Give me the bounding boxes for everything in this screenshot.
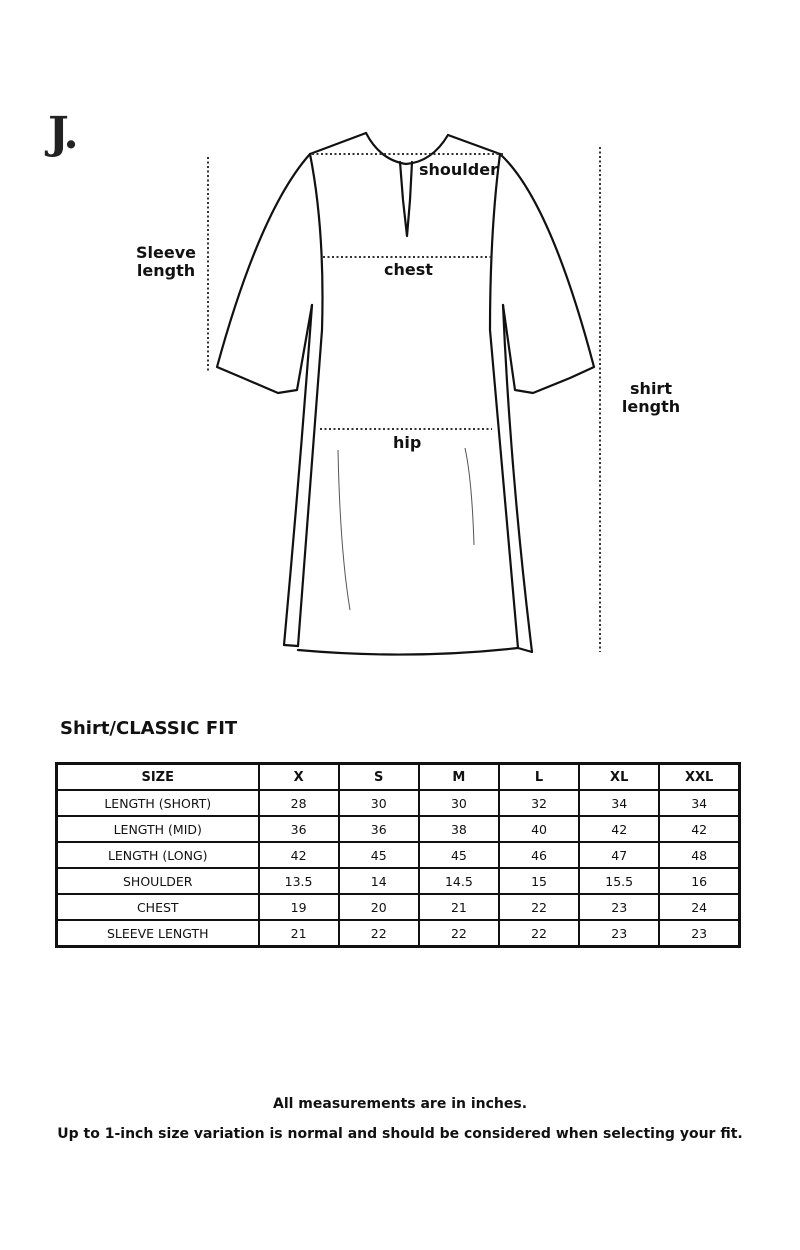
table-cell: 14 [339, 868, 419, 894]
table-cell: 13.5 [259, 868, 339, 894]
table-cell: 28 [259, 790, 339, 816]
table-cell: 42 [579, 816, 659, 842]
row-label: LENGTH (SHORT) [57, 790, 259, 816]
header-xl: XL [579, 764, 659, 791]
table-cell: 48 [659, 842, 739, 868]
table-cell: 34 [579, 790, 659, 816]
table-cell: 21 [259, 920, 339, 947]
table-cell: 22 [419, 920, 499, 947]
variation-note: Up to 1-inch size variation is normal and should be considered when selecting your fit. [57, 1126, 743, 1142]
row-label: SLEEVE LENGTH [57, 920, 259, 947]
table-cell: 21 [419, 894, 499, 920]
size-chart-title: Shirt/CLASSIC FIT [60, 718, 238, 739]
table-cell: 30 [419, 790, 499, 816]
shirt-length-label-line1: shirt [630, 379, 672, 398]
shoulder-label: shoulder [419, 160, 498, 179]
table-cell: 23 [579, 920, 659, 947]
table-header-row [57, 764, 740, 791]
table-cell: 22 [499, 894, 579, 920]
table-cell: 30 [339, 790, 419, 816]
table-cell: 38 [419, 816, 499, 842]
table-cell: 20 [339, 894, 419, 920]
table-cell: 23 [579, 894, 659, 920]
header-s: S [339, 764, 419, 791]
row-label: SHOULDER [57, 868, 259, 894]
header-x: X [259, 764, 339, 791]
sleeve-length-label-line2: length [136, 261, 196, 280]
units-note: All measurements are in inches. [272, 1096, 528, 1112]
chest-label: chest [384, 260, 433, 279]
table-cell: 15 [499, 868, 579, 894]
row-label: LENGTH (MID) [57, 816, 259, 842]
sleeve-length-label-line1: Sleeve [136, 243, 196, 262]
table-cell: 42 [259, 842, 339, 868]
table-row [57, 920, 740, 947]
table-row [57, 868, 740, 894]
table-cell: 36 [259, 816, 339, 842]
table-cell: 47 [579, 842, 659, 868]
table-cell: 22 [339, 920, 419, 947]
shirt-length-label-line2: length [621, 397, 681, 416]
table-cell: 24 [659, 894, 739, 920]
sleeve-length-label [134, 244, 198, 280]
table-cell: 23 [659, 920, 739, 947]
row-label: CHEST [57, 894, 259, 920]
table-cell: 15.5 [579, 868, 659, 894]
size-chart-table [55, 762, 741, 948]
table-row [57, 894, 740, 920]
header-l: L [499, 764, 579, 791]
table-cell: 19 [259, 894, 339, 920]
hip-label: hip [393, 433, 422, 452]
header-m: M [419, 764, 499, 791]
table-cell: 45 [419, 842, 499, 868]
table-cell: 36 [339, 816, 419, 842]
table-row [57, 842, 740, 868]
table-cell: 46 [499, 842, 579, 868]
table-cell: 14.5 [419, 868, 499, 894]
table-cell: 32 [499, 790, 579, 816]
table-cell: 34 [659, 790, 739, 816]
table-cell: 16 [659, 868, 739, 894]
shirt-length-label [619, 380, 683, 416]
table-cell: 22 [499, 920, 579, 947]
table-cell: 45 [339, 842, 419, 868]
table-cell: 42 [659, 816, 739, 842]
brand-logo: J. [48, 108, 77, 159]
table-row [57, 790, 740, 816]
header-xxl: XXL [659, 764, 739, 791]
header-size: SIZE [57, 764, 259, 791]
table-row [57, 816, 740, 842]
table-cell: 40 [499, 816, 579, 842]
row-label: LENGTH (LONG) [57, 842, 259, 868]
